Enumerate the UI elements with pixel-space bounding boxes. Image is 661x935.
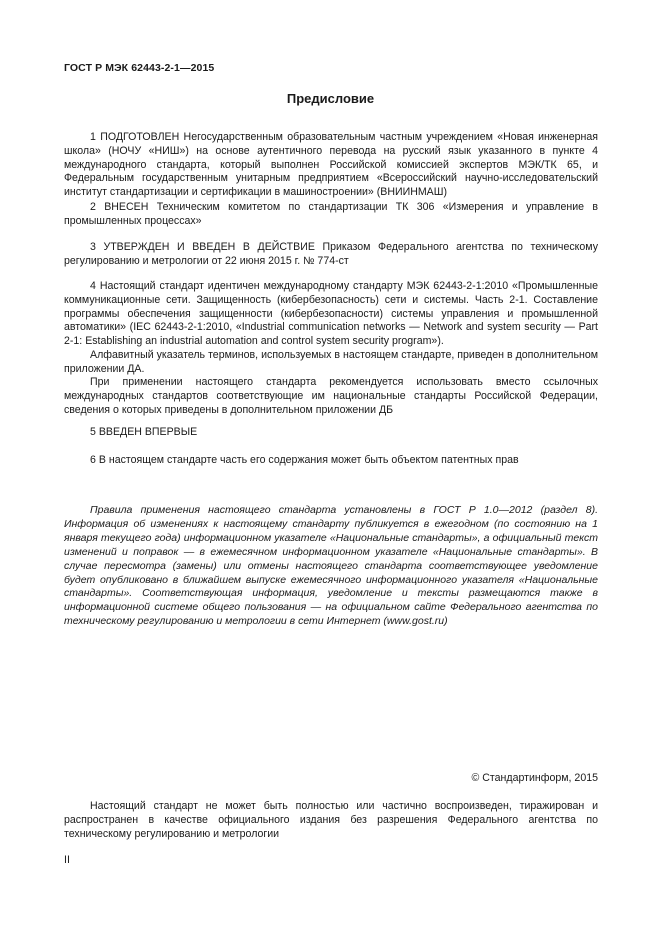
reproduction-notice: Настоящий стандарт не может быть полностью или частично воспроизведен, тиражирован и распространен в качестве официального издания без разрешения Федерального агентства по техническому регулированию и метрологии xyxy=(64,800,598,840)
section-6-patent-rights: 6 В настоящем стандарте часть его содержания может быть объектом патентных прав xyxy=(90,454,519,466)
standard-code-header: ГОСТ Р МЭК 62443-2-1—2015 xyxy=(64,62,215,74)
section-2-introduced: 2 ВНЕСЕН Техническим комитетом по стандартизации ТК 306 «Измерения и управление в промышленных процессах» xyxy=(64,201,598,227)
copyright-notice: © Стандартинформ, 2015 xyxy=(471,772,598,784)
page-number: II xyxy=(64,854,70,866)
section-3-approved: 3 УТВЕРЖДЕН И ВВЕДЕН В ДЕЙСТВИЕ Приказом Федерального агентства по техническому регулированию и метрологии от 22 июня 2015 г. № 774-ст xyxy=(64,241,598,267)
section-5-first-introduced: 5 ВВЕДЕН ВПЕРВЫЕ xyxy=(90,426,198,438)
section-4-identical: 4 Настоящий стандарт идентичен международному стандарту МЭК 62443-2-1:2010 «Промышленные коммуникационные сети. Защищенность (кибербезопасность) сети и системы. Часть 2-1. Составление программы обеспечения защищенности (кибербезопасности) системы управления и промышленной автоматики» (IEC 62443-2-1:2010, «Industrial communication networks — Network and system security — Part 2-1: Establishing an industrial automation and control system security program»). xyxy=(64,280,598,348)
national-standards-note: При применении настоящего стандарта рекомендуется использовать вместо ссылочных международных стандартов соответствующие им национальные стандарты Российской Федерации, сведения о которых приведены в дополнительном приложении ДБ xyxy=(64,376,598,416)
alphabetical-index-note: Алфавитный указатель терминов, используемых в настоящем стандарте, приведен в дополнительном приложении ДА. xyxy=(64,349,598,375)
page-title: Предисловие xyxy=(286,91,375,106)
section-1-prepared: 1 ПОДГОТОВЛЕН Негосударственным образовательным частным учреждением «Новая инженерная школа» (НОЧУ «НИШ») на основе аутентичного перевода на русский язык указанного в пункте 4 международного стандарта, который выполнен Российской комиссией экспертов МЭК/ТК 65, и Федеральным государственным унитарным предприятием «Всероссийский научно-исследовательский институт стандартизации и сертификации в машиностроении» (ВНИИНМАШ) xyxy=(64,131,598,199)
rules-of-application-notice: Правила применения настоящего стандарта установлены в ГОСТ Р 1.0—2012 (раздел 8). Информация об изменениях к настоящему стандарту публикуется в ежегодном (по состоянию на 1 января текущего года) информационном указателе «Национальные стандарты», а официальный текст изменений и поправок — в ежемесячном информационном указателе «Национальные стандарты». В случае пересмотра (замены) или отмены настоящего стандарта соответствующее уведомление будет опубликовано в ближайшем выпуске ежемесячного информационного указателя «Национальные стандарты». Соответствующая информация, уведомление и тексты размещаются также в информационной системе общего пользования — на официальном сайте Федерального агентства по техническому регулированию и метрологии в сети Интернет (www.gost.ru) xyxy=(64,504,598,628)
